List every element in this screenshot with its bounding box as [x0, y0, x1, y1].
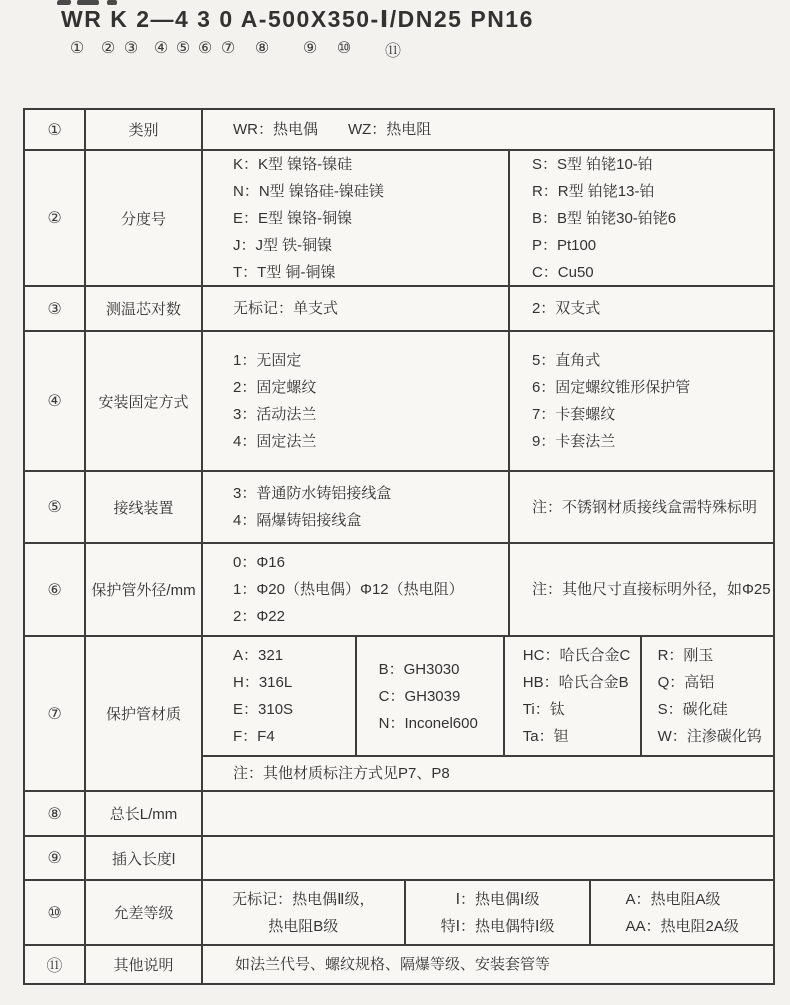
- code-markers: [0, 38, 790, 60]
- text-line: 2：Φ22: [233, 608, 285, 625]
- text-line: H：316L: [233, 674, 293, 691]
- spec-table: [23, 108, 775, 985]
- text-line: 5：直角式: [531, 352, 601, 369]
- cell-text-measuring-cores-2: [510, 295, 773, 322]
- code-marker-6: ⑥: [197, 40, 213, 57]
- table-row-terminal-box: [25, 470, 773, 542]
- row-subcells-mounting: [203, 332, 773, 470]
- cell-text-category-1: [203, 116, 773, 143]
- row-content-insertion-length: [201, 837, 773, 879]
- model-code: WR K 2—4 3 0 A-500X350-Ⅰ/DN25 PN16: [61, 6, 534, 32]
- text-line: W：注渗碳化钨: [657, 728, 762, 745]
- table-row-measuring-cores: [25, 285, 773, 330]
- table-row-tube-material: [25, 635, 773, 790]
- row-name-mounting: 安装固定方式: [84, 332, 201, 470]
- code-marker-11: ⑪: [384, 43, 401, 60]
- text-line: Ta：钽: [522, 728, 569, 745]
- row-number-total-length: ⑧: [47, 805, 62, 823]
- text-line: S：S型 铂铑10-铂: [531, 155, 653, 173]
- text-line: A：热电阻A级: [625, 890, 721, 908]
- text-line: K：K型 镍铬-镍硅: [233, 155, 353, 173]
- row-subcells-total-length: [203, 792, 773, 835]
- row-name-total-length: 总长L/mm: [84, 792, 201, 835]
- row-number-category: ①: [47, 121, 62, 139]
- table-row-category: [25, 110, 773, 149]
- cell-text-mounting-2: [510, 347, 773, 455]
- text-line: HB：哈氏合金B: [522, 674, 629, 691]
- text-line: R：R型 铂铑13-铂: [531, 182, 655, 200]
- row-name-tube-diameter: 保护管外径/mm: [84, 544, 201, 635]
- text-line: 6：固定螺纹锥形保护管: [531, 379, 691, 396]
- row-content-tube-diameter: [201, 544, 773, 635]
- cell-tube-material-1: [203, 637, 355, 755]
- row-content-tolerance-class: [201, 881, 773, 944]
- row-subcells-other-notes: [203, 946, 773, 983]
- cell-terminal-box-1: [203, 472, 508, 542]
- row-name-tolerance-class: 允差等级: [84, 881, 201, 944]
- cell-text-tube-material-1: [203, 642, 355, 750]
- cell-graduation-2: [508, 151, 773, 285]
- text-line: Q：高铝: [657, 674, 715, 691]
- cell-text-tube-material-4: [642, 642, 773, 750]
- row-content-measuring-cores: [201, 287, 773, 330]
- text-line: P：Pt100: [531, 236, 597, 254]
- code-marker-2: ②: [100, 40, 116, 57]
- cell-text-tube-diameter-1: [203, 549, 508, 630]
- row-number-terminal-box: ⑤: [47, 499, 62, 516]
- row-subcells-tolerance-class: [203, 881, 773, 944]
- row-subcells-tube-material: [203, 637, 773, 755]
- row-number-measuring-cores: ③: [47, 300, 62, 318]
- text-line: J：J型 铁-铜镍: [233, 236, 333, 254]
- row-number-tube-material: ⑦: [47, 705, 62, 723]
- code-marker-7: ⑦: [220, 40, 236, 57]
- row-name-other-notes: 其他说明: [84, 946, 201, 983]
- text-line: N：N型 镍铬硅-镍硅镁: [233, 182, 384, 200]
- text-line: E：310S: [233, 701, 294, 718]
- row-content-terminal-box: [201, 472, 773, 542]
- cell-tolerance-class-1: [203, 881, 404, 944]
- cell-text-other-notes-1: [203, 951, 773, 978]
- cell-tolerance-class-2: [404, 881, 590, 944]
- text-line: 3：普通防水铸铝接线盒: [233, 485, 392, 502]
- text-line: 4：隔爆铸铝接线盒: [233, 512, 362, 529]
- row-number-tolerance-class: ⑩: [47, 904, 62, 922]
- row-content-mounting: [201, 332, 773, 470]
- cell-text-mounting-1: [203, 347, 508, 455]
- row-name-measuring-cores: 测温芯对数: [84, 287, 201, 330]
- cell-tube-diameter-1: [203, 544, 508, 635]
- text-line: R：刚玉: [657, 647, 714, 664]
- cell-tube-diameter-2: [508, 544, 773, 635]
- table-row-tolerance-class: [25, 879, 773, 944]
- cell-graduation-1: [203, 151, 508, 285]
- row-content-tube-material: [201, 637, 773, 790]
- code-marker-10: ⑩: [336, 40, 352, 57]
- table-row-other-notes: [25, 944, 773, 983]
- cell-mounting-2: [508, 332, 773, 470]
- cell-text-tube-diameter-2: [510, 576, 773, 603]
- row-name-graduation: 分度号: [84, 151, 201, 285]
- cell-text-measuring-cores-1: [203, 295, 508, 322]
- text-line: Ti：钛: [522, 701, 565, 718]
- text-line: 如法兰代号、螺纹规格、隔爆等级、安装套管等: [235, 956, 551, 973]
- row-subcells-tube-diameter: [203, 544, 773, 635]
- text-line: AA：热电阻2A级: [625, 917, 739, 935]
- cell-category-1: [203, 110, 773, 149]
- row-number-graduation: ②: [47, 210, 62, 227]
- text-line: 无标记：热电偶Ⅱ级，: [232, 890, 375, 908]
- text-line: 1：无固定: [233, 352, 302, 369]
- table-row-mounting: [25, 330, 773, 470]
- row-name-category: 类别: [84, 110, 201, 149]
- text-line: F：F4: [233, 728, 275, 745]
- text-line: C：Cu50: [531, 263, 594, 281]
- cell-insertion-length-1: [203, 837, 773, 879]
- text-line: S：碳化硅: [657, 701, 728, 718]
- row-subcells-terminal-box: [203, 472, 773, 542]
- text-line: 2：双支式: [531, 300, 601, 317]
- row-number-other-notes: ⑪: [46, 958, 63, 975]
- cell-text-tube-material-2: [357, 656, 503, 737]
- text-line: B：GH3030: [378, 660, 460, 678]
- code-marker-3: ③: [123, 40, 139, 57]
- text-line: 9：卡套法兰: [531, 433, 616, 450]
- code-marker-8: ⑧: [254, 40, 270, 57]
- cell-other-notes-1: [203, 946, 773, 983]
- code-marker-9: ⑨: [302, 40, 318, 57]
- text-line: A：321: [233, 647, 284, 664]
- text-line: 注：其他尺寸直接标明外径，如Φ25: [531, 581, 771, 598]
- cell-mounting-1: [203, 332, 508, 470]
- row-content-total-length: [201, 792, 773, 835]
- text-line: T：T型 铜-铜镍: [233, 263, 336, 281]
- text-line: 1：Φ20（热电偶）Φ12（热电阻）: [233, 581, 464, 598]
- row-number-mounting: ④: [47, 393, 62, 410]
- text-line: B：B型 铂铑30-铂铑6: [531, 209, 677, 227]
- row-name-insertion-length: 插入长度l: [84, 837, 201, 879]
- cell-text-tube-material-3: [505, 642, 640, 750]
- cell-text-graduation-2: [510, 151, 773, 286]
- row-subcells-insertion-length: [203, 837, 773, 879]
- text-line: 注：不锈钢材质接线盒需特殊标明: [531, 498, 757, 516]
- code-marker-4: ④: [153, 40, 169, 57]
- text-line: WR：热电偶 WZ：热电阻: [233, 121, 432, 138]
- row-content-other-notes: [201, 946, 773, 983]
- text-line: C：GH3039: [378, 687, 461, 705]
- cell-tube-material-3: [503, 637, 640, 755]
- cell-text-tolerance-class-1: [232, 886, 374, 940]
- text-line: HC：哈氏合金C: [522, 647, 631, 664]
- text-line: 0：Φ16: [233, 554, 285, 571]
- row-subcells-category: [203, 110, 773, 149]
- cell-text-terminal-box-1: [203, 480, 508, 534]
- cell-measuring-cores-1: [203, 287, 508, 330]
- row-number-insertion-length: ⑨: [47, 850, 62, 867]
- table-row-total-length: [25, 790, 773, 835]
- row-name-terminal-box: 接线装置: [84, 472, 201, 542]
- text-line: 4：固定法兰: [233, 433, 317, 450]
- row-note-tube-material: 注：其他材质标注方式见P7、P8: [203, 755, 773, 790]
- cell-terminal-box-2: [508, 472, 773, 542]
- text-line: 2：固定螺纹: [233, 379, 317, 396]
- cell-tolerance-class-3: [589, 881, 773, 944]
- row-content-graduation: [201, 151, 773, 285]
- text-line: 特Ⅰ：热电偶特Ⅰ级: [440, 917, 555, 935]
- row-subcells-graduation: [203, 151, 773, 285]
- text-line: 7：卡套螺纹: [531, 406, 616, 423]
- row-subcells-measuring-cores: [203, 287, 773, 330]
- cell-tube-material-4: [640, 637, 773, 755]
- text-line: 3：活动法兰: [233, 406, 317, 423]
- text-line: 热电阻B级: [268, 917, 339, 935]
- row-content-category: [201, 110, 773, 149]
- text-line: Ⅰ：热电偶Ⅰ级: [455, 890, 540, 908]
- text-line: 无标记：单支式: [233, 300, 339, 317]
- row-number-tube-diameter: ⑥: [47, 581, 62, 599]
- cell-measuring-cores-2: [508, 287, 773, 330]
- table-row-insertion-length: [25, 835, 773, 879]
- cell-tube-material-2: [355, 637, 503, 755]
- cell-text-terminal-box-2: [510, 494, 773, 521]
- code-marker-5: ⑤: [175, 40, 191, 57]
- text-line: N：Inconel600: [378, 714, 478, 732]
- cell-text-tolerance-class-3: [626, 886, 739, 940]
- code-marker-1: ①: [69, 40, 85, 57]
- table-row-graduation: [25, 149, 773, 285]
- cell-total-length-1: [203, 792, 773, 835]
- row-name-tube-material: 保护管材质: [84, 637, 201, 790]
- table-row-tube-diameter: [25, 542, 773, 635]
- cell-text-graduation-1: [203, 151, 508, 286]
- cell-text-tolerance-class-2: [441, 886, 555, 940]
- text-line: E：E型 镍铬-铜镍: [233, 209, 353, 227]
